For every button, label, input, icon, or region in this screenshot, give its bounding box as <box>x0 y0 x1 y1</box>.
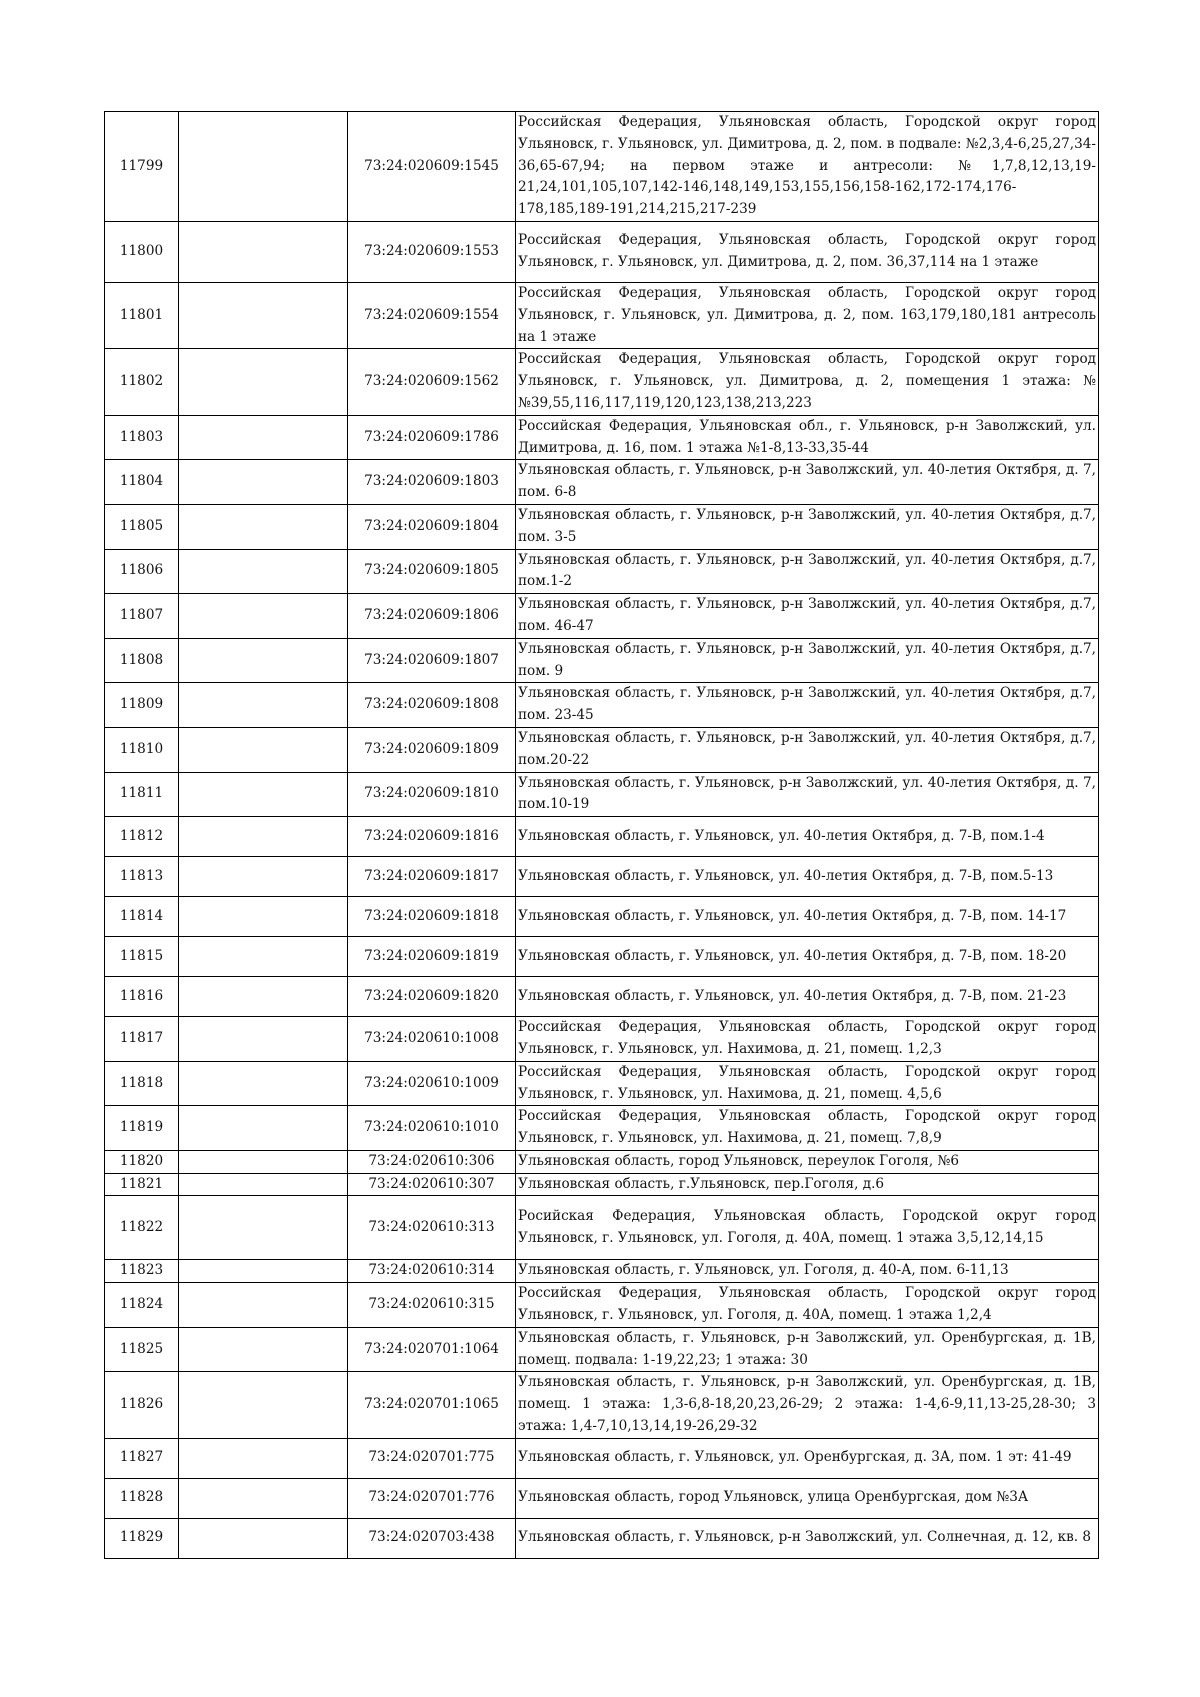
empty-cell <box>179 282 348 348</box>
cadastral-number-cell: 73:24:020703:438 <box>348 1518 516 1558</box>
table-row <box>105 504 1099 549</box>
cadastral-number-cell: 73:24:020609:1810 <box>348 772 516 817</box>
table-row <box>105 415 1099 460</box>
table-row <box>105 594 1099 639</box>
row-number-cell: 11814 <box>105 897 179 937</box>
row-number-cell: 11809 <box>105 683 179 728</box>
row-number-cell: 11822 <box>105 1196 179 1260</box>
row-number-cell: 11805 <box>105 504 179 549</box>
table-row <box>105 460 1099 505</box>
address-cell: Ульяновская область, г. Ульяновск, ул. 40-летия Октября, д. 7-В, пом.1-4 <box>516 817 1099 857</box>
cadastral-number-cell: 73:24:020609:1553 <box>348 221 516 282</box>
cadastral-number-cell: 73:24:020609:1817 <box>348 857 516 897</box>
row-number-cell: 11802 <box>105 349 179 415</box>
table-row <box>105 937 1099 977</box>
row-number-cell: 11816 <box>105 977 179 1017</box>
cadastral-number-cell: 73:24:020609:1808 <box>348 683 516 728</box>
empty-cell <box>179 1283 348 1328</box>
row-number-cell: 11812 <box>105 817 179 857</box>
address-cell: Ульяновская область, г. Ульяновск, ул. 40-летия Октября, д. 7-В, пом.5-13 <box>516 857 1099 897</box>
row-number-cell: 11826 <box>105 1372 179 1438</box>
address-cell: Российская Федерация, Ульяновская обл., г. Ульяновск, р-н Заволжский, ул. Димитрова, д. 16, пом. 1 этажа №1-8,13-33,35-44 <box>516 415 1099 460</box>
empty-cell <box>179 1173 348 1196</box>
cadastral-number-cell: 73:24:020609:1554 <box>348 282 516 348</box>
cadastral-number-cell: 73:24:020609:1807 <box>348 638 516 683</box>
cadastral-number-cell: 73:24:020610:314 <box>348 1260 516 1283</box>
empty-cell <box>179 977 348 1017</box>
table-row <box>105 817 1099 857</box>
row-number-cell: 11803 <box>105 415 179 460</box>
cadastral-number-cell: 73:24:020609:1803 <box>348 460 516 505</box>
cadastral-number-cell: 73:24:020610:306 <box>348 1150 516 1173</box>
cadastral-number-cell: 73:24:020609:1562 <box>348 349 516 415</box>
address-cell: Российская Федерация, Ульяновская область, Городской округ город Ульяновск, г. Ульяновск, ул. Нахимова, д. 21, помещ. 4,5,6 <box>516 1061 1099 1106</box>
empty-cell <box>179 504 348 549</box>
row-number-cell: 11823 <box>105 1260 179 1283</box>
cadastral-number-cell: 73:24:020609:1820 <box>348 977 516 1017</box>
address-cell: Российская Федерация, Ульяновская область, Городской округ город Ульяновск, г. Ульяновск, ул. Димитрова, д. 2, пом. в подвале: №2,3,4-6,25,27,34-36,65-67,94; на первом этаже и антресоли: №1,7,8,12,13,19-21,24,101,105,107,142-146,148,149,153,155,156,158-162,172-174,176-178,185,189-191,214,215,217-239 <box>516 112 1099 222</box>
row-number-cell: 11800 <box>105 221 179 282</box>
table-row <box>105 857 1099 897</box>
row-number-cell: 11815 <box>105 937 179 977</box>
row-number-cell: 11824 <box>105 1283 179 1328</box>
row-number-cell: 11821 <box>105 1173 179 1196</box>
cadastral-number-cell: 73:24:020701:1065 <box>348 1372 516 1438</box>
row-number-cell: 11801 <box>105 282 179 348</box>
row-number-cell: 11813 <box>105 857 179 897</box>
table-row <box>105 1283 1099 1328</box>
address-cell: Ульяновская область, г. Ульяновск, ул. 40-летия Октября, д. 7-В, пом. 14-17 <box>516 897 1099 937</box>
cadastral-number-cell: 73:24:020701:776 <box>348 1478 516 1518</box>
cadastral-number-cell: 73:24:020610:1010 <box>348 1106 516 1151</box>
address-cell: Ульяновская область, г. Ульяновск, р-н Заволжский, ул. 40-летия Октября, д.7, пом.20-22 <box>516 727 1099 772</box>
table-row <box>105 1106 1099 1151</box>
address-cell: Ульяновская область, г. Ульяновск, р-н Заволжский, ул. 40-летия Октября, д. 7, пом.10-19 <box>516 772 1099 817</box>
address-cell: Ульяновская область, г. Ульяновск, р-н Заволжский, ул. 40-летия Октября, д.7, пом. 3-5 <box>516 504 1099 549</box>
cadastral-number-cell: 73:24:020610:1008 <box>348 1017 516 1062</box>
empty-cell <box>179 1260 348 1283</box>
row-number-cell: 11808 <box>105 638 179 683</box>
table-row <box>105 1150 1099 1173</box>
empty-cell <box>179 638 348 683</box>
address-cell: Российская Федерация, Ульяновская область, Городской округ город Ульяновск, г. Ульяновск, ул. Нахимова, д. 21, помещ. 1,2,3 <box>516 1017 1099 1062</box>
table-row <box>105 1017 1099 1062</box>
cadastral-number-cell: 73:24:020609:1819 <box>348 937 516 977</box>
row-number-cell: 11817 <box>105 1017 179 1062</box>
table-row <box>105 112 1099 222</box>
table-body <box>105 112 1099 1559</box>
empty-cell <box>179 221 348 282</box>
table-row <box>105 977 1099 1017</box>
table-row <box>105 1478 1099 1518</box>
address-cell: Ульяновская область, город Ульяновск, улица Оренбургская, дом №3А <box>516 1478 1099 1518</box>
table-row <box>105 349 1099 415</box>
cadastral-number-cell: 73:24:020609:1805 <box>348 549 516 594</box>
table-row <box>105 1061 1099 1106</box>
empty-cell <box>179 1196 348 1260</box>
cadastral-number-cell: 73:24:020609:1816 <box>348 817 516 857</box>
empty-cell <box>179 460 348 505</box>
address-cell: Ульяновская область, г. Ульяновск, ул. 40-летия Октября, д. 7-В, пом. 21-23 <box>516 977 1099 1017</box>
empty-cell <box>179 1106 348 1151</box>
table-row <box>105 1327 1099 1372</box>
cadastral-number-cell: 73:24:020609:1806 <box>348 594 516 639</box>
empty-cell <box>179 415 348 460</box>
address-cell: Российская Федерация, Ульяновская область, Городской округ город Ульяновск, г. Ульяновск, ул. Димитрова, д. 2, пом. 36,37,114 на 1 этаже <box>516 221 1099 282</box>
cadastral-number-cell: 73:24:020610:307 <box>348 1173 516 1196</box>
empty-cell <box>179 349 348 415</box>
table-row <box>105 1372 1099 1438</box>
empty-cell <box>179 772 348 817</box>
table-row <box>105 772 1099 817</box>
table-row <box>105 1196 1099 1260</box>
address-cell: Ульяновская область, г. Ульяновск, р-н Заволжский, ул. 40-летия Октября, д.7, пом. 23-45 <box>516 683 1099 728</box>
empty-cell <box>179 594 348 639</box>
empty-cell <box>179 1150 348 1173</box>
cadastral-number-cell: 73:24:020609:1804 <box>348 504 516 549</box>
address-cell: Ульяновская область, г. Ульяновск, р-н Заволжский, ул. Солнечная, д. 12, кв. 8 <box>516 1518 1099 1558</box>
empty-cell <box>179 1478 348 1518</box>
address-cell: Российская Федерация, Ульяновская область, Городской округ город Ульяновск, г. Ульяновск, ул. Димитрова, д. 2, помещения 1 этажа: №№39,55,116,117,119,120,123,138,213,223 <box>516 349 1099 415</box>
empty-cell <box>179 1518 348 1558</box>
address-cell: Ульяновская область, город Ульяновск, переулок Гоголя, №6 <box>516 1150 1099 1173</box>
cadastral-number-cell: 73:24:020609:1818 <box>348 897 516 937</box>
table-row <box>105 683 1099 728</box>
row-number-cell: 11818 <box>105 1061 179 1106</box>
empty-cell <box>179 857 348 897</box>
address-cell: Ульяновская область, г.Ульяновск, пер.Гоголя, д.6 <box>516 1173 1099 1196</box>
address-cell: Ульяновская область, г. Ульяновск, р-н Заволжский, ул. 40-летия Октября, д.7, пом.1-2 <box>516 549 1099 594</box>
row-number-cell: 11825 <box>105 1327 179 1372</box>
row-number-cell: 11807 <box>105 594 179 639</box>
row-number-cell: 11827 <box>105 1438 179 1478</box>
row-number-cell: 11820 <box>105 1150 179 1173</box>
row-number-cell: 11819 <box>105 1106 179 1151</box>
address-cell: Ульяновская область, г. Ульяновск, р-н Заволжский, ул. Оренбургская, д. 1В, помещ. 1 этажа: 1,3-6,8-18,20,23,26-29; 2 этажа: 1-4,6-9,11,13-25,28-30; 3 этажа: 1,4-7,10,13,14,19-26,29-32 <box>516 1372 1099 1438</box>
table-row <box>105 221 1099 282</box>
row-number-cell: 11828 <box>105 1478 179 1518</box>
table-row <box>105 1438 1099 1478</box>
empty-cell <box>179 1372 348 1438</box>
empty-cell <box>179 727 348 772</box>
table-row <box>105 549 1099 594</box>
table-row <box>105 282 1099 348</box>
empty-cell <box>179 897 348 937</box>
address-cell: Ульяновская область, г. Ульяновск, р-н Заволжский, ул. 40-летия Октября, д.7, пом. 9 <box>516 638 1099 683</box>
address-cell: Ульяновская область, г. Ульяновск, р-н Заволжский, ул. Оренбургская, д. 1В, помещ. подвала: 1-19,22,23; 1 этажа: 30 <box>516 1327 1099 1372</box>
address-cell: Ульяновская область, г. Ульяновск, р-н Заволжский, ул. 40-летия Октября, д.7, пом. 46-47 <box>516 594 1099 639</box>
address-cell: Ульяновская область, г. Ульяновск, ул. 40-летия Октября, д. 7-В, пом. 18-20 <box>516 937 1099 977</box>
empty-cell <box>179 1327 348 1372</box>
address-cell: Российская Федерация, Ульяновская область, Городской округ город Ульяновск, г. Ульяновск, ул. Гоголя, д. 40А, помещ. 1 этажа 1,2,4 <box>516 1283 1099 1328</box>
cadastral-number-cell: 73:24:020701:1064 <box>348 1327 516 1372</box>
empty-cell <box>179 683 348 728</box>
empty-cell <box>179 1017 348 1062</box>
empty-cell <box>179 1438 348 1478</box>
row-number-cell: 11804 <box>105 460 179 505</box>
cadastral-number-cell: 73:24:020610:1009 <box>348 1061 516 1106</box>
row-number-cell: 11810 <box>105 727 179 772</box>
cadastral-number-cell: 73:24:020610:313 <box>348 1196 516 1260</box>
row-number-cell: 11811 <box>105 772 179 817</box>
row-number-cell: 11799 <box>105 112 179 222</box>
empty-cell <box>179 549 348 594</box>
address-cell: Ульяновская область, г. Ульяновск, ул. Оренбургская, д. 3А, пом. 1 эт: 41-49 <box>516 1438 1099 1478</box>
cadastral-number-cell: 73:24:020701:775 <box>348 1438 516 1478</box>
address-cell: Российская Федерация, Ульяновская область, Городской округ город Ульяновск, г. Ульяновск, ул. Димитрова, д. 2, пом. 163,179,180,181 антресоль на 1 этаже <box>516 282 1099 348</box>
table-row <box>105 1173 1099 1196</box>
table-row <box>105 1260 1099 1283</box>
cadastral-number-cell: 73:24:020609:1786 <box>348 415 516 460</box>
cadastral-number-cell: 73:24:020610:315 <box>348 1283 516 1328</box>
table-row <box>105 727 1099 772</box>
cadastral-number-cell: 73:24:020609:1809 <box>348 727 516 772</box>
address-cell: Росийская Федерация, Ульяновская область, Городской округ город Ульяновск, г. Ульяновск, ул. Гоголя, д. 40А, помещ. 1 этажа 3,5,12,14,15 <box>516 1196 1099 1260</box>
empty-cell <box>179 817 348 857</box>
table-row <box>105 897 1099 937</box>
registry-table <box>104 111 1099 1559</box>
address-cell: Российская Федерация, Ульяновская область, Городской округ город Ульяновск, г. Ульяновск, ул. Нахимова, д. 21, помещ. 7,8,9 <box>516 1106 1099 1151</box>
cadastral-number-cell: 73:24:020609:1545 <box>348 112 516 222</box>
address-cell: Ульяновская область, г. Ульяновск, р-н Заволжский, ул. 40-летия Октября, д. 7, пом. 6-8 <box>516 460 1099 505</box>
empty-cell <box>179 112 348 222</box>
address-cell: Ульяновская область, г. Ульяновск, ул. Гоголя, д. 40-А, пом. 6-11,13 <box>516 1260 1099 1283</box>
empty-cell <box>179 1061 348 1106</box>
empty-cell <box>179 937 348 977</box>
table-row <box>105 638 1099 683</box>
row-number-cell: 11829 <box>105 1518 179 1558</box>
table-row <box>105 1518 1099 1558</box>
row-number-cell: 11806 <box>105 549 179 594</box>
